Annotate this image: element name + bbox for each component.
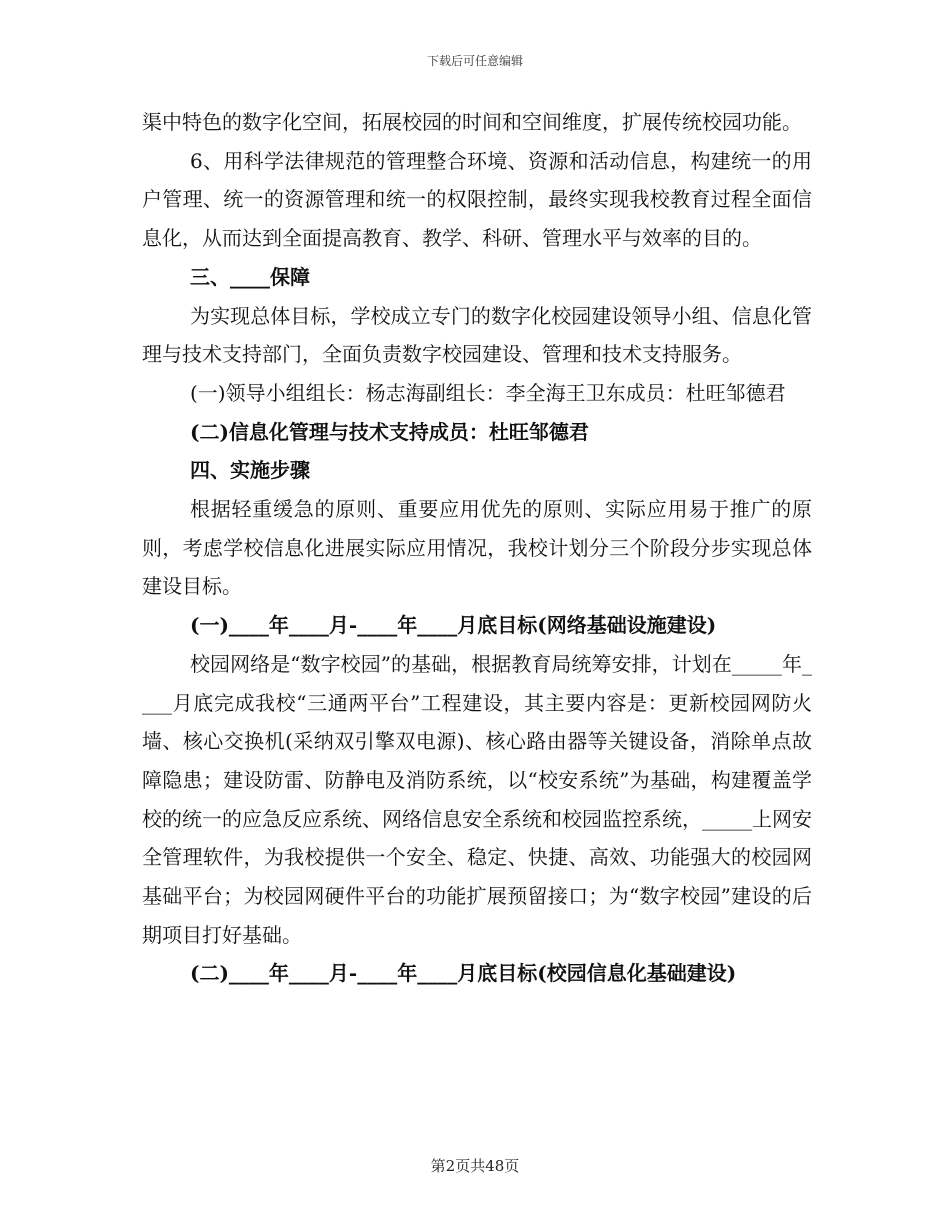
paragraph: (一)____年____月-____年____月底目标(网络基础设施建设) bbox=[190, 613, 717, 638]
paragraph: 渠中特色的数字化空间，拓展校园的时间和空间维度，扩展传统校园功能。 bbox=[142, 110, 802, 134]
page-footer: 第2页共48页 bbox=[430, 1157, 520, 1175]
paragraph: (二)信息化管理与技术支持成员：杜旺邹德君 bbox=[190, 419, 589, 444]
paragraph: (一)领导小组组长：杨志海副组长：李全海王卫东成员：杜旺邹德君 bbox=[190, 380, 786, 405]
paragraph: (二)____年____月-____年____月底目标(校园信息化基础建设) bbox=[190, 961, 737, 986]
paragraph: 根据轻重缓急的原则、重要应用优先的原则、实际应用易于推广的原则，考虑学校信息化进展实际应用情况，我校计划分三个阶段分步实现总体建设目标。 bbox=[142, 497, 812, 599]
paragraph: 四、实施步骤 bbox=[190, 458, 310, 483]
paragraph: 校园网络是“数字校园”的基础，根据教育局统筹安排，计划在_____年____月底完成我校“三通两平台”工程建设，其主要内容是：更新校园网防火墙、核心交换机(采纳双引擎双电源)、核心路由器等关键设备，消除单点故障隐患；建设防雷、防静电及消防系统，以“校安系统”为基础，构建覆盖学校的统一的应急反应系统、网络信息安全系统和校园监控系统，_____上网安全管理软件，为我校提供一个安全、稳定、快捷、高效、功能强大的校园网基础平台；为校园网硬件平台的功能扩展预留接口；为“数字校园”建设的后期项目打好基础。 bbox=[142, 651, 812, 947]
paragraph: 6、用科学法律规范的管理整合环境、资源和活动信息，构建统一的用户管理、统一的资源管理和统一的权限控制，最终实现我校教育过程全面信息化，从而达到全面提高教育、教学、科研、管理水平与效率的目的。 bbox=[142, 148, 812, 251]
page-header: 下载后可任意编辑 bbox=[426, 54, 523, 68]
paragraph: 三、____保障 bbox=[190, 264, 310, 289]
paragraph: 为实现总体目标，学校成立专门的数字化校园建设领导小组、信息化管理与技术支持部门，全面负责数字校园建设、管理和技术支持服务。 bbox=[142, 303, 812, 367]
document-body bbox=[142, 103, 812, 993]
